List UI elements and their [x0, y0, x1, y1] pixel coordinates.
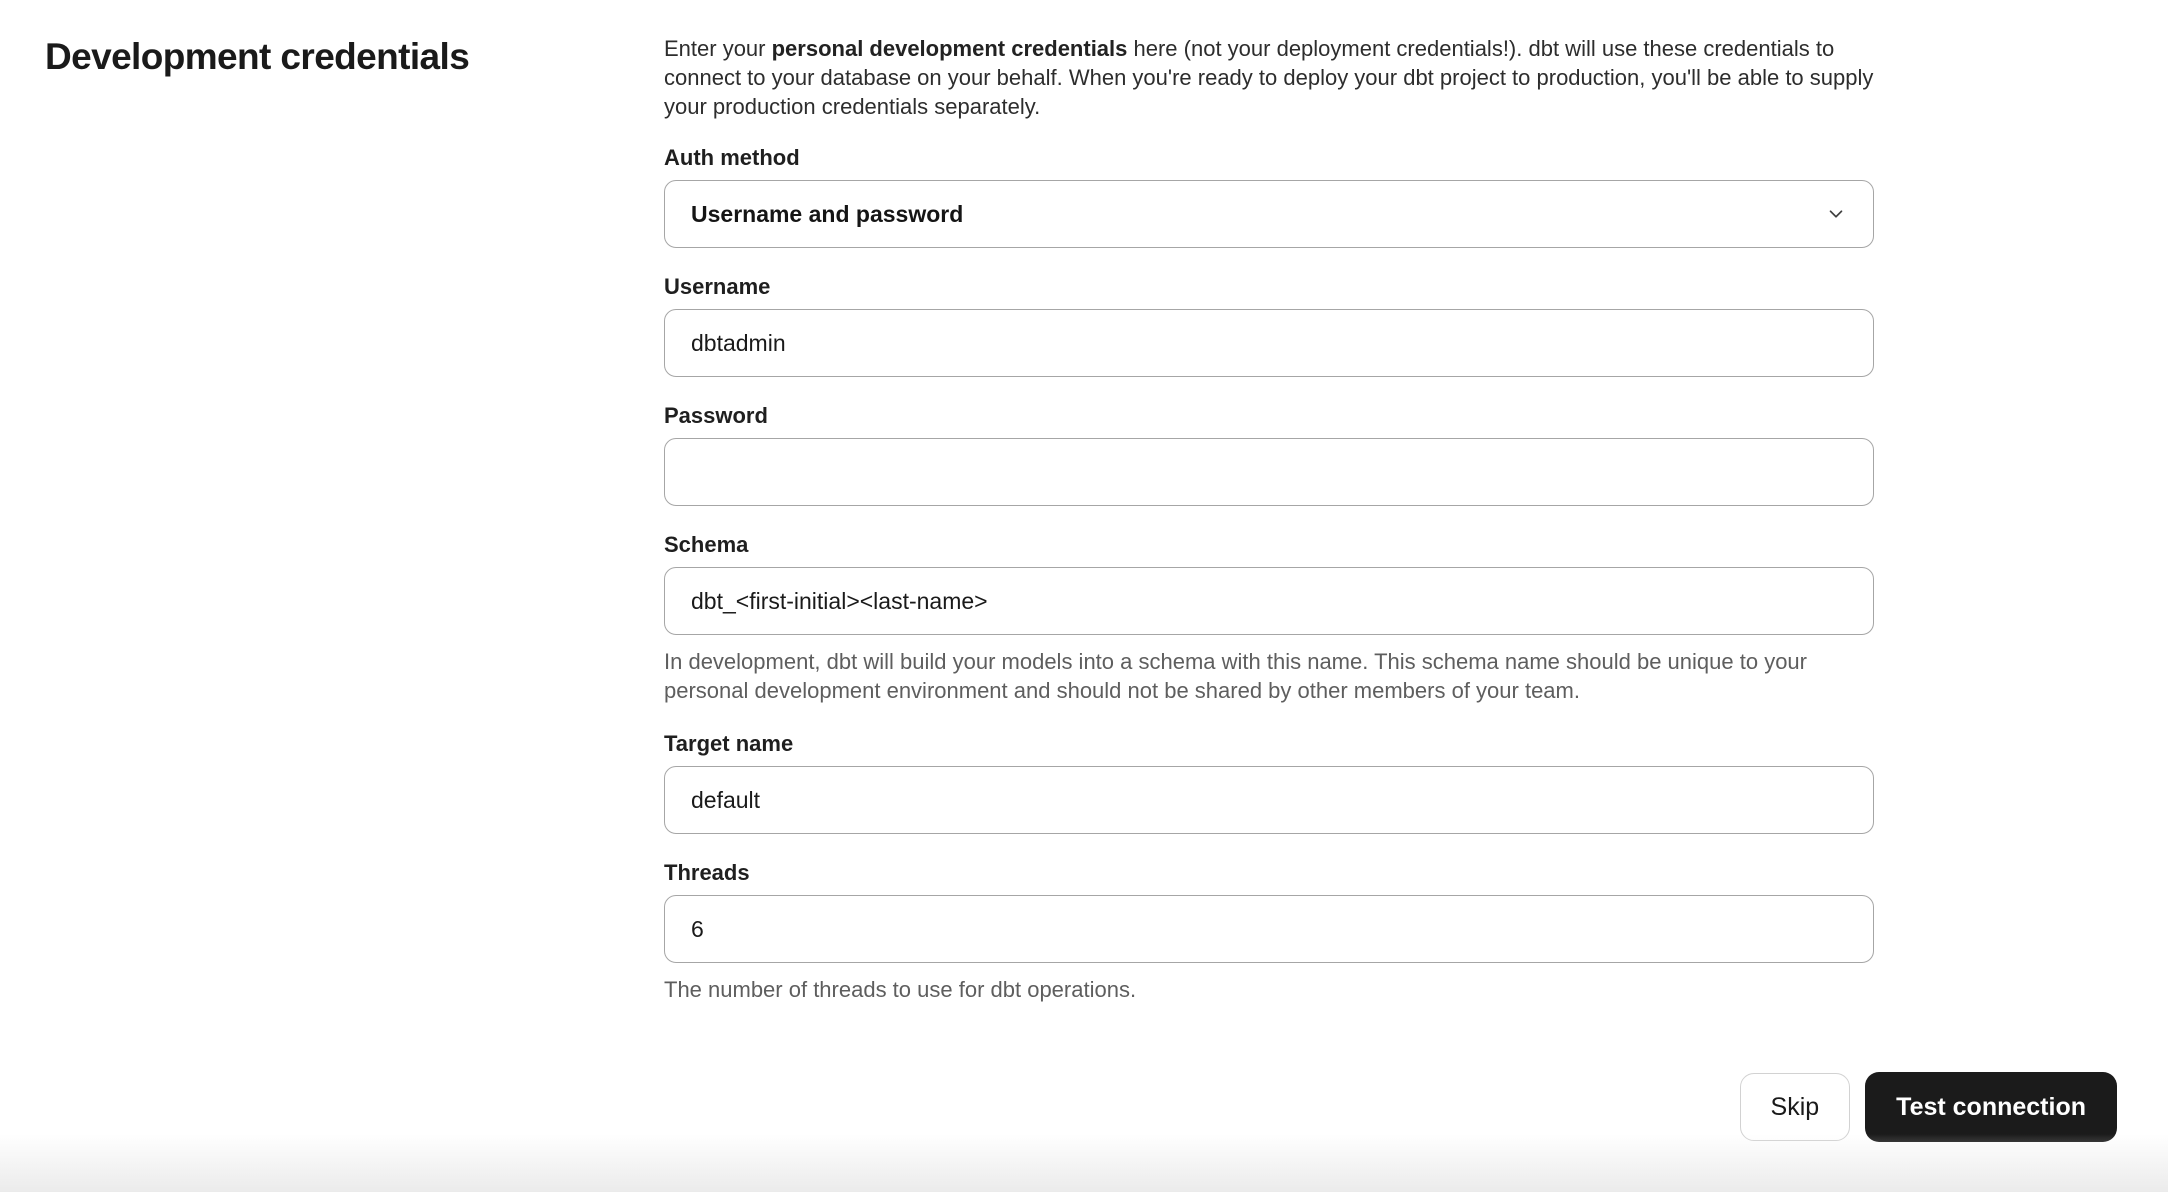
- page-description: [664, 34, 1874, 121]
- footer-actions: [1740, 1072, 2117, 1142]
- schema-input[interactable]: [664, 567, 1874, 635]
- footer-gradient: [0, 1134, 2168, 1192]
- threads-helper-text: The number of threads to use for dbt operations.: [664, 977, 1137, 1002]
- description-bold: personal development credentials: [771, 36, 1128, 61]
- schema-label: Schema: [664, 532, 749, 557]
- threads-input[interactable]: [664, 895, 1874, 963]
- threads-label: Threads: [664, 860, 750, 885]
- skip-button[interactable]: Skip: [1740, 1073, 1851, 1141]
- page-title: Development credentials: [45, 36, 470, 77]
- password-field-group: [664, 405, 1874, 506]
- description-post: here (not your deployment credentials!). dbt will use these credentials to connect to your database on your behalf. When you're ready to deploy your dbt project to production, you'll be able to supply your production credentials separately.: [664, 36, 1874, 119]
- test-connection-button[interactable]: Test connection: [1865, 1072, 2117, 1142]
- schema-field-group: [664, 534, 1874, 705]
- auth-method-field-group: [664, 147, 1874, 248]
- target-name-label: Target name: [664, 731, 794, 756]
- description-pre: Enter your: [664, 36, 772, 61]
- credentials-form: [664, 34, 1874, 1032]
- auth-method-label: Auth method: [664, 145, 800, 170]
- target-name-input[interactable]: [664, 766, 1874, 834]
- auth-method-selected-value: Username and password: [691, 200, 964, 227]
- username-input[interactable]: [664, 309, 1874, 377]
- chevron-down-icon: [1825, 203, 1847, 225]
- auth-method-select[interactable]: [664, 180, 1874, 248]
- schema-helper-text: In development, dbt will build your models into a schema with this name. This schema name should be unique to your personal development environment and should not be shared by other members of your team.: [664, 649, 1807, 703]
- password-input[interactable]: [664, 438, 1874, 506]
- username-label: Username: [664, 274, 771, 299]
- target-name-field-group: [664, 733, 1874, 834]
- password-label: Password: [664, 403, 768, 428]
- threads-field-group: [664, 862, 1874, 1004]
- username-field-group: [664, 276, 1874, 377]
